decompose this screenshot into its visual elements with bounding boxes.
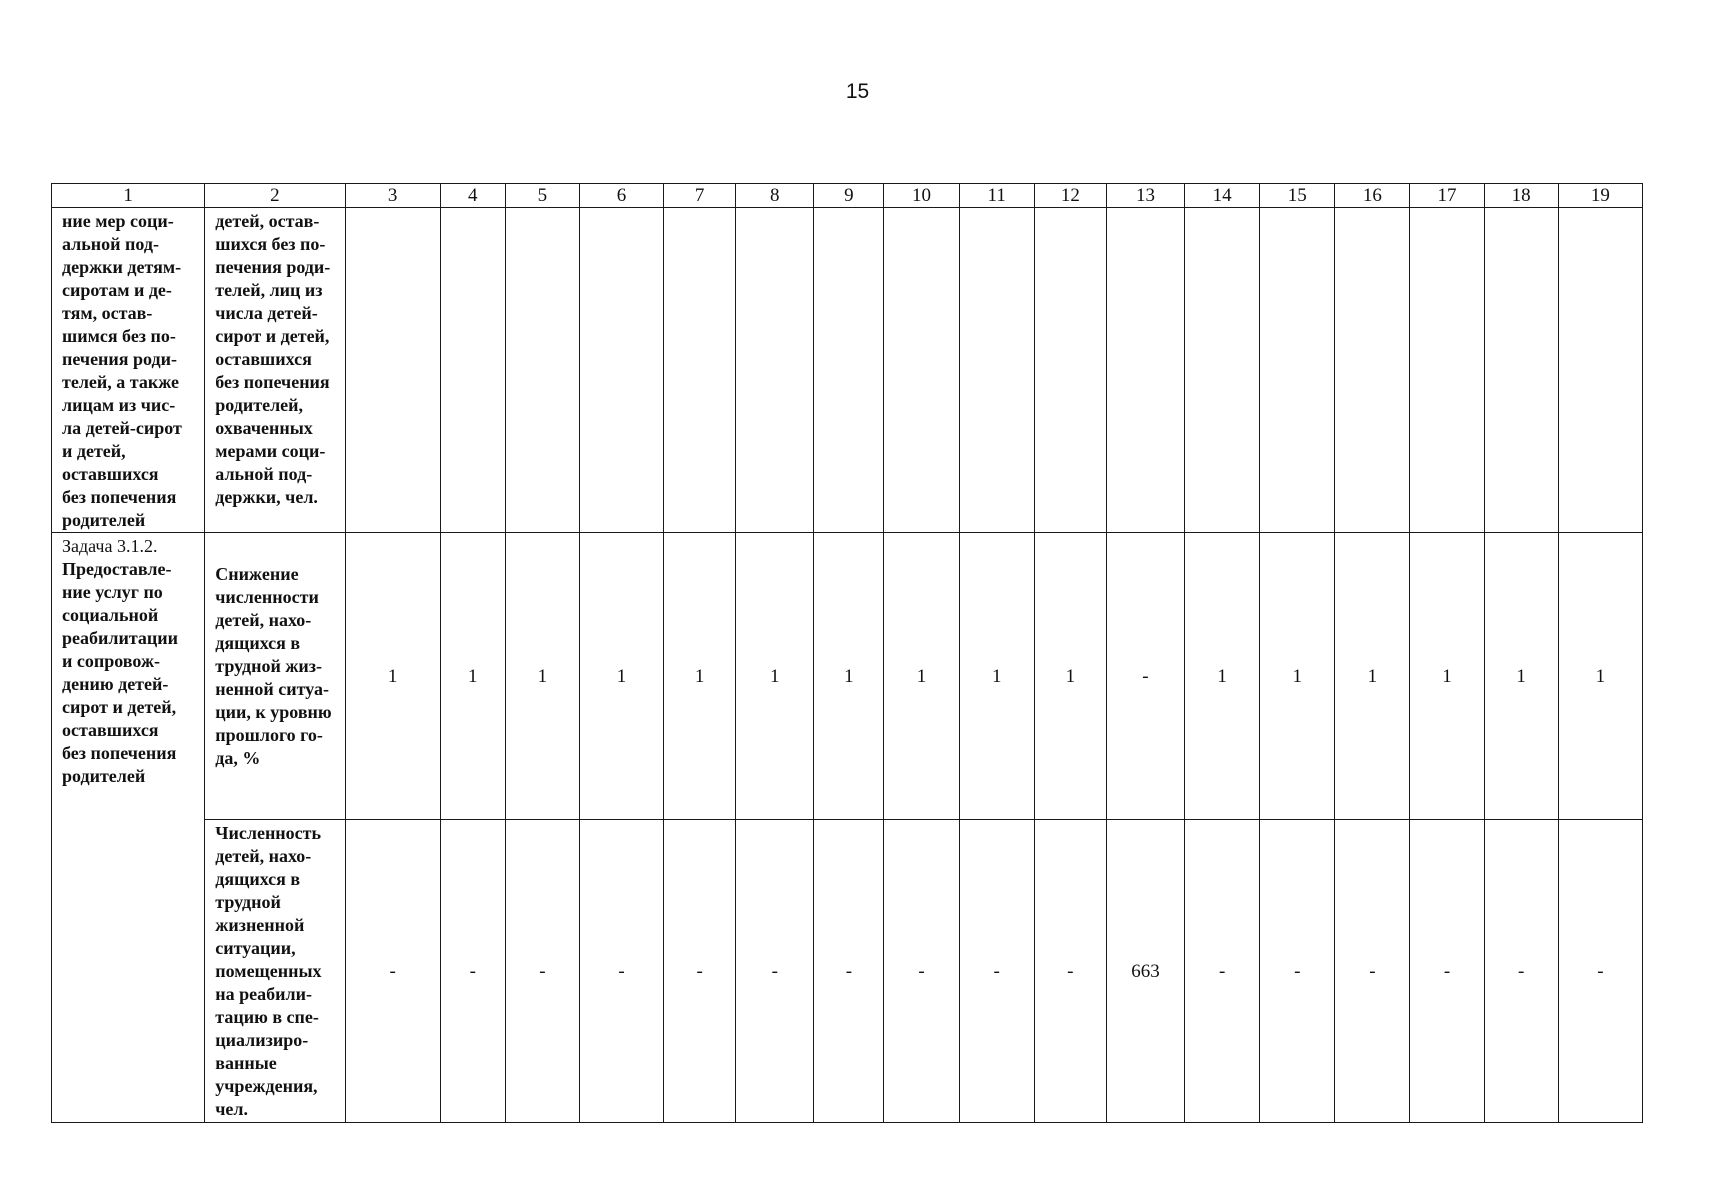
value-cell	[959, 208, 1034, 533]
value-cell: 1	[1558, 533, 1642, 820]
value-cell: -	[1558, 820, 1642, 1123]
column-header: 8	[736, 184, 814, 208]
value-cell: -	[1484, 820, 1558, 1123]
value-cell: 1	[1335, 533, 1410, 820]
value-cell: 1	[579, 533, 663, 820]
table-row	[52, 208, 1643, 533]
task-title: Задача 3.1.2.	[62, 536, 158, 556]
value-cell	[1034, 208, 1106, 533]
value-cell: 1	[1410, 533, 1484, 820]
value-cell: -	[1185, 820, 1260, 1123]
indicators-table	[51, 183, 1643, 1123]
value-cell: -	[1410, 820, 1484, 1123]
value-cell	[505, 208, 579, 533]
table-row	[52, 533, 1643, 820]
value-cell	[884, 208, 959, 533]
value-cell: -	[1335, 820, 1410, 1123]
value-cell	[1558, 208, 1642, 533]
value-cell	[814, 208, 884, 533]
indicator-cell: детей, остав- шихся без по- печения роди- телей, лиц из числа детей- сирот и детей, оставшихся без попечения родителей, охваченных мерами соци- альной под- держки, чел.	[205, 208, 345, 533]
value-cell: 1	[814, 533, 884, 820]
column-header: 7	[664, 184, 736, 208]
value-cell: 1	[1034, 533, 1106, 820]
value-cell: 1	[664, 533, 736, 820]
column-header: 5	[505, 184, 579, 208]
table-row	[52, 820, 1643, 1123]
value-cell	[440, 208, 505, 533]
value-cell: -	[505, 820, 579, 1123]
column-header: 14	[1185, 184, 1260, 208]
indicator-cell: Снижение численности детей, нахо- дящихся в трудной жиз- ненной ситуа- ции, к уровню прошлого го- да, %	[205, 533, 345, 820]
column-header: 10	[884, 184, 959, 208]
column-header: 15	[1260, 184, 1335, 208]
value-cell: -	[1260, 820, 1335, 1123]
value-cell	[579, 208, 663, 533]
page-number: 15	[845, 80, 870, 103]
column-header: 2	[205, 184, 345, 208]
column-header: 9	[814, 184, 884, 208]
value-cell: 1	[1484, 533, 1558, 820]
value-cell: -	[345, 820, 440, 1123]
value-cell: 1	[736, 533, 814, 820]
value-cell	[1484, 208, 1558, 533]
value-cell: -	[1034, 820, 1106, 1123]
value-cell	[1260, 208, 1335, 533]
value-cell: -	[1106, 533, 1184, 820]
value-cell	[1185, 208, 1260, 533]
column-header: 13	[1106, 184, 1184, 208]
value-cell	[1335, 208, 1410, 533]
column-header: 17	[1410, 184, 1484, 208]
column-header: 19	[1558, 184, 1642, 208]
column-header: 4	[440, 184, 505, 208]
value-cell	[1410, 208, 1484, 533]
value-cell: 1	[884, 533, 959, 820]
value-cell: -	[664, 820, 736, 1123]
value-cell	[345, 208, 440, 533]
value-cell: 663	[1106, 820, 1184, 1123]
value-cell: -	[736, 820, 814, 1123]
value-cell: -	[814, 820, 884, 1123]
value-cell: -	[440, 820, 505, 1123]
goal-cell: ние мер соци- альной под- держки детям- сиротам и де- тям, остав- шимся без по- печения роди- телей, а также лицам из чис- ла детей-сирот и детей, оставшихся без попечения родителей	[52, 208, 205, 533]
indicator-cell: Численность детей, нахо- дящихся в трудной жизненной ситуации, помещенных на реабили- тацию в спе- циализиро- ванные учреждения, чел.	[205, 820, 345, 1123]
value-cell: -	[579, 820, 663, 1123]
value-cell	[664, 208, 736, 533]
value-cell: 1	[1185, 533, 1260, 820]
goal-cell	[52, 533, 205, 1123]
task-description: Предоставле- ние услуг по социальной реабилитации и сопровож- дению детей- сирот и детей, оставшихся без попечения родителей	[62, 559, 179, 786]
column-header: 11	[959, 184, 1034, 208]
value-cell: 1	[1260, 533, 1335, 820]
value-cell: 1	[505, 533, 579, 820]
value-cell: 1	[959, 533, 1034, 820]
column-header: 1	[52, 184, 205, 208]
column-number-row	[52, 184, 1643, 208]
column-header: 6	[579, 184, 663, 208]
value-cell	[736, 208, 814, 533]
column-header: 12	[1034, 184, 1106, 208]
column-header: 16	[1335, 184, 1410, 208]
value-cell	[1106, 208, 1184, 533]
value-cell: -	[884, 820, 959, 1123]
value-cell: 1	[440, 533, 505, 820]
column-header: 18	[1484, 184, 1558, 208]
column-header: 3	[345, 184, 440, 208]
value-cell: 1	[345, 533, 440, 820]
value-cell: -	[959, 820, 1034, 1123]
